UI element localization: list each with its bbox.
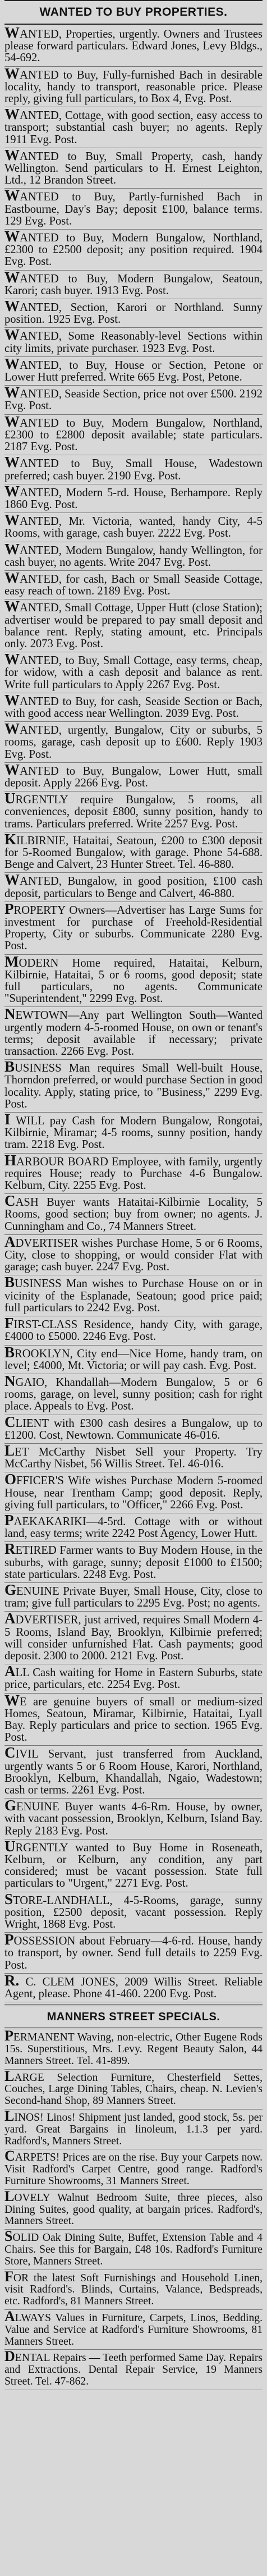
classified-ad: WANTED to Buy, for cash, Seaside Section or Bach, with good access near Wellington. 2039 Evg. Post. xyxy=(4,693,263,722)
classified-ad: WANTED, Bungalow, in good position, £100 cash deposit, particulars to Benge and Calvert, 46-880. xyxy=(4,873,263,902)
classified-ad: POSSESSION about February—4-6-rd. House, handy to transport, by owner. Send full details to 2259 Evg. Post. xyxy=(4,1933,263,1974)
classified-ad: WANTED, Cottage, with good section, easy access to transport; substantial cash buyer; no agents. Reply 1911 Evg. Post. xyxy=(4,107,263,148)
classified-ad: BROOKLYN, City end—Nice Home, handy tram, on level; £4000, Mt. Victoria; or will pay cash. Evg. Post. xyxy=(4,1346,263,1374)
classified-ad: BUSINESS Man wishes to Purchase House on or in vicinity of the Esplanade, Seatoun; good price paid; full particulars to 2242 Evg. Post. xyxy=(4,1275,263,1316)
classified-ad: I WILL pay Cash for Modern Bungalow, Rongotai, Kilbirnie, Miramar; 4-5 rooms, sunny position, handy tram. 2218 Evg. Post. xyxy=(4,1113,263,1154)
classified-ad: RETIRED Farmer wants to Buy Modern House, in the suburbs, with garage, sunny; deposit £1000 to £1500; state particulars. 2248 Evg. Post. xyxy=(4,1542,263,1583)
classified-ad: WANTED to Buy, Small Property, cash, handy Wellington. Send particulars to H. Ernest Leighton, Ltd., 12 Brandon Street. xyxy=(4,148,263,189)
manners-street-list xyxy=(4,2029,263,2390)
classified-ad: LOVELY Walnut Bedroom Suite, three pieces, also Dining Suites, good quality, at bargain prices. Radford's, Manners Street. xyxy=(4,2190,263,2230)
classified-ad: LARGE Selection Furniture, Chesterfield Settes, Couches, Large Dining Tables, Chairs, cheap. N. Levien's Second-hand Shop, 89 Manners Street. xyxy=(4,2070,263,2110)
classified-ad: WANTED to Buy, Partly-furnished Bach in Eastbourne, Day's Bay; deposit £100, balance terms. 129 Evg. Post. xyxy=(4,189,263,230)
classified-ad: NEWTOWN—Any part Wellington South—Wanted urgently modern 4-5-roomed House, on own or tenant's terms; deposit available if necessary; private transaction. 2266 Evg. Post. xyxy=(4,1007,263,1060)
classified-ad: LINOS! Linos! Shipment just landed, good stock, 5s. per yard. Great Bargains in linoleum, 1.1.3 per yard. Radford's, Manners Street. xyxy=(4,2110,263,2149)
classified-ad: WANTED, Seaside Section, price not over £500. 2192 Evg. Post. xyxy=(4,386,263,414)
wanted-properties-list xyxy=(4,26,263,2002)
classified-ad: ADVERTISER, just arrived, requires Small Modern 4-5 Rooms, Island Bay, Brooklyn, Kilbirnie preferred; will consider unfurnished Flat. Cash payments; good deposit. 2300 to 2000. 2121 Evg. Post. xyxy=(4,1612,263,1664)
classified-ad: GENUINE Private Buyer, Small House, City, close to tram; give full particulars to 2295 Evg. Post; no agents. xyxy=(4,1583,263,1612)
classified-ad: BUSINESS Man requires Small Well-built House, Thorndon preferred, or would purchase Section in good locality. Apply, stating price, to "Business," 2299 Evg. Post. xyxy=(4,1060,263,1113)
classified-ad: NGAIO, Khandallah—Modern Bungalow, 5 or 6 rooms, garage, on level, sunny position; cash for right place. Appeals to Evg. Post. xyxy=(4,1374,263,1415)
classified-ad: WANTED, Modern 5-rd. House, Berhampore. Reply 1860 Evg. Post. xyxy=(4,484,263,513)
manners-street-heading: MANNERS STREET SPECIALS. xyxy=(4,2005,263,2029)
wanted-properties-heading: WANTED TO BUY PROPERTIES. xyxy=(4,0,263,25)
classified-ad: ALL Cash waiting for Home in Eastern Suburbs, state price, particulars, etc. 2254 Evg. Post. xyxy=(4,1664,263,1693)
classified-ad: SOLID Oak Dining Suite, Buffet, Extension Table and 4 Chairs. See this for Bargain, £48 10s. Radford's Furniture Store, Manners Street. xyxy=(4,2230,263,2270)
classified-ad: KILBIRNIE, Hataitai, Seatoun, £200 to £300 deposit for 5-Roomed Bungalow, with garage. Phone 54-688. Benge and Calvert, 23 Hunter Street. Tel. 46-880. xyxy=(4,832,263,873)
classified-ad: WANTED to Buy, Modern Bungalow, Northland, £2300 to £2500 deposit; any position required. 1904 Evg. Post. xyxy=(4,230,263,271)
classified-ad: WANTED, Some Reasonably-level Sections within city limits, private purchaser. 1923 Evg. Post. xyxy=(4,328,263,356)
classified-ad: DENTAL Repairs — Teeth performed Same Day. Repairs and Extractions. Dental Repair Service, 19 Manners Street. Tel. 47-862. xyxy=(4,2350,263,2390)
classified-ad: URGENTLY require Bungalow, 5 rooms, all conveniences, deposit £800, sunny position, handy to trams. Particulars preferred. Write 2257 Evg. Post. xyxy=(4,791,263,832)
classified-ad: STORE-LANDHALL, 4-5-Rooms, garage, sunny position, £2500 deposit, vacant possession. Reply Wright, 1868 Evg. Post. xyxy=(4,1892,263,1933)
classified-ad: FIRST-CLASS Residence, handy City, with garage, £4000 to £5000. 2246 Evg. Post. xyxy=(4,1316,263,1345)
classified-ad: PAEKAKARIKI—4-5rd. Cottage with or without land, easy terms; write 2242 Post Agency, Lower Hutt. xyxy=(4,1513,263,1542)
classified-ad: MODERN Home required, Hataitai, Kelburn, Kilbirnie, Hataitai, 5 or 6 rooms, good deposit; state full particulars, no agents. Communicate "Superintendent," 2299 Evg. Post. xyxy=(4,955,263,1008)
classified-ad: WANTED, to Buy, Small Cottage, easy terms, cheap, for widow, with a cash deposit and balance as rent. Write full particulars to Apply 2267 Evg. Post. xyxy=(4,652,263,693)
classified-ad: WE are genuine buyers of small or medium-sized Homes, Seatoun, Miramar, Kilbirnie, Hataitai, Lyall Bay. Reply particulars and price to section. 1965 Evg. Post. xyxy=(4,1694,263,1746)
classified-ad: WANTED to Buy, Modern Bungalow, Northland, £2300 to £2800 deposit available; state particulars. 2187 Evg. Post. xyxy=(4,415,263,456)
classified-ad: WANTED, Small Cottage, Upper Hutt (close Station); advertiser would be prepared to pay small deposit and balance rent. Reply, stating amount, etc. Principals only. 2073 Evg. Post. xyxy=(4,600,263,652)
classified-ad: WANTED to Buy, Fully-furnished Bach in desirable locality, handy to transport, reasonable price. Please reply, giving full particulars, to Box 4, Evg. Post. xyxy=(4,67,263,108)
classified-ad: WANTED to Buy, Small House, Wadestown preferred; cash buyer. 2190 Evg. Post. xyxy=(4,455,263,484)
classified-ad: ADVERTISER wishes Purchase Home, 5 or 6 Rooms, City, close to shopping, or would consider Flat with garage; cash buyer. 2247 Evg. Post. xyxy=(4,1235,263,1276)
classified-ad: CARPETS! Prices are on the rise. Buy your Carpets now. Visit Radford's Carpet Centre, good range. Radford's Furniture Showrooms, 31 Manners Street. xyxy=(4,2149,263,2189)
classified-ad: WANTED to Buy, Bungalow, Lower Hutt, small deposit. Apply 2266 Evg. Post. xyxy=(4,763,263,791)
classified-ad: FOR the latest Soft Furnishings and Household Linen, visit Radford's. Blinds, Curtains, Valance, Bedspreads, etc. Radford's, 81 Manners Street. xyxy=(4,2270,263,2310)
classified-ad: CASH Buyer wants Hataitai-Kilbirnie Locality, 5 Rooms, good section; buy from owner; no agents. J. Cunningham and Co., 74 Manners Street. xyxy=(4,1194,263,1235)
classified-ad: WANTED, for cash, Bach or Small Seaside Cottage, easy reach of town. 2189 Evg. Post. xyxy=(4,571,263,600)
classified-ad: WANTED, Modern Bungalow, handy Wellington, for cash buyer, no agents. Write 2047 Evg. Post. xyxy=(4,542,263,571)
classified-ad: HARBOUR BOARD Employee, with family, urgently requires House; ready to Purchase 4-6 Bungalow. Kelburn, City. 2255 Evg. Post. xyxy=(4,1154,263,1195)
classified-ad: R. C. CLEM JONES, 2009 Willis Street. Reliable Agent, please. Phone 41-460. 2200 Evg. Post. xyxy=(4,1974,263,2002)
classified-ad: CLIENT with £300 cash desires a Bungalow, up to £1200. Cost, Newtown. Communicate 46-016. xyxy=(4,1415,263,1444)
classified-ad: PROPERTY Owners—Advertiser has Large Sums for investment for purchase of Freehold-Residential Property, City or suburbs. Communicate 2280 Evg. Post. xyxy=(4,902,263,955)
classified-ad: PERMANENT Waving, non-electric, Other Eugene Rods 15s. Superstitious, Mrs. Levy. Regent Beauty Salon, 44 Manners Street. Tel. 41-899. xyxy=(4,2029,263,2069)
classified-ad: ALWAYS Values in Furniture, Carpets, Linos, Bedding. Value and Service at Radford's Furniture Showrooms, 81 Manners Street. xyxy=(4,2310,263,2350)
classified-ad: WANTED, Properties, urgently. Owners and Trustees please forward particulars. Edward Jones, Levy Bldgs., 54-692. xyxy=(4,26,263,67)
classified-ad: WANTED, urgently, Bungalow, City or suburbs, 5 rooms, garage, cash deposit up to £600. Reply 1903 Evg. Post. xyxy=(4,722,263,763)
classified-ad: LET McCarthy Nisbet Sell your Property. Try McCarthy Nisbet, 56 Willis Street. Tel. 46-016. xyxy=(4,1444,263,1472)
classified-ad: CIVIL Servant, just transferred from Auckland, urgently wants 5 or 6 Room House, Karori, Northland, Brooklyn, Kelburn, Khandallah, Ngaio, Wadestown; cash or terms. 2261 Evg. Post. xyxy=(4,1746,263,1799)
classified-ad: WANTED, to Buy, House or Section, Petone or Lower Hutt preferred. Write 665 Evg. Post, Petone. xyxy=(4,357,263,386)
classified-ad: WANTED to Buy, Modern Bungalow, Seatoun, Karori; cash buyer. 1913 Evg. Post. xyxy=(4,271,263,299)
classified-ad: GENUINE Buyer wants 4-6-Rm. House, by owner, with vacant possession, Brooklyn, Kelburn, Island Bay. Reply 2183 Evg. Post. xyxy=(4,1799,263,1840)
classified-ad: URGENTLY wanted to Buy Home in Roseneath, Kelburn, or Kelburn, any condition, any part considered; must be vacant possession. State full particulars to "Urgent," 2271 Evg. Post. xyxy=(4,1840,263,1892)
classified-ad: WANTED, Section, Karori or Northland. Sunny position. 1925 Evg. Post. xyxy=(4,299,263,328)
classified-ad: WANTED, Mr. Victoria, wanted, handy City, 4-5 Rooms, with garage, cash buyer. 2222 Evg. Post. xyxy=(4,513,263,542)
classified-ad: OFFICER'S Wife wishes Purchase Modern 5-roomed House, near Trentham Camp; good deposit. Reply, giving full particulars, to "Officer," 2266 Evg. Post. xyxy=(4,1472,263,1513)
